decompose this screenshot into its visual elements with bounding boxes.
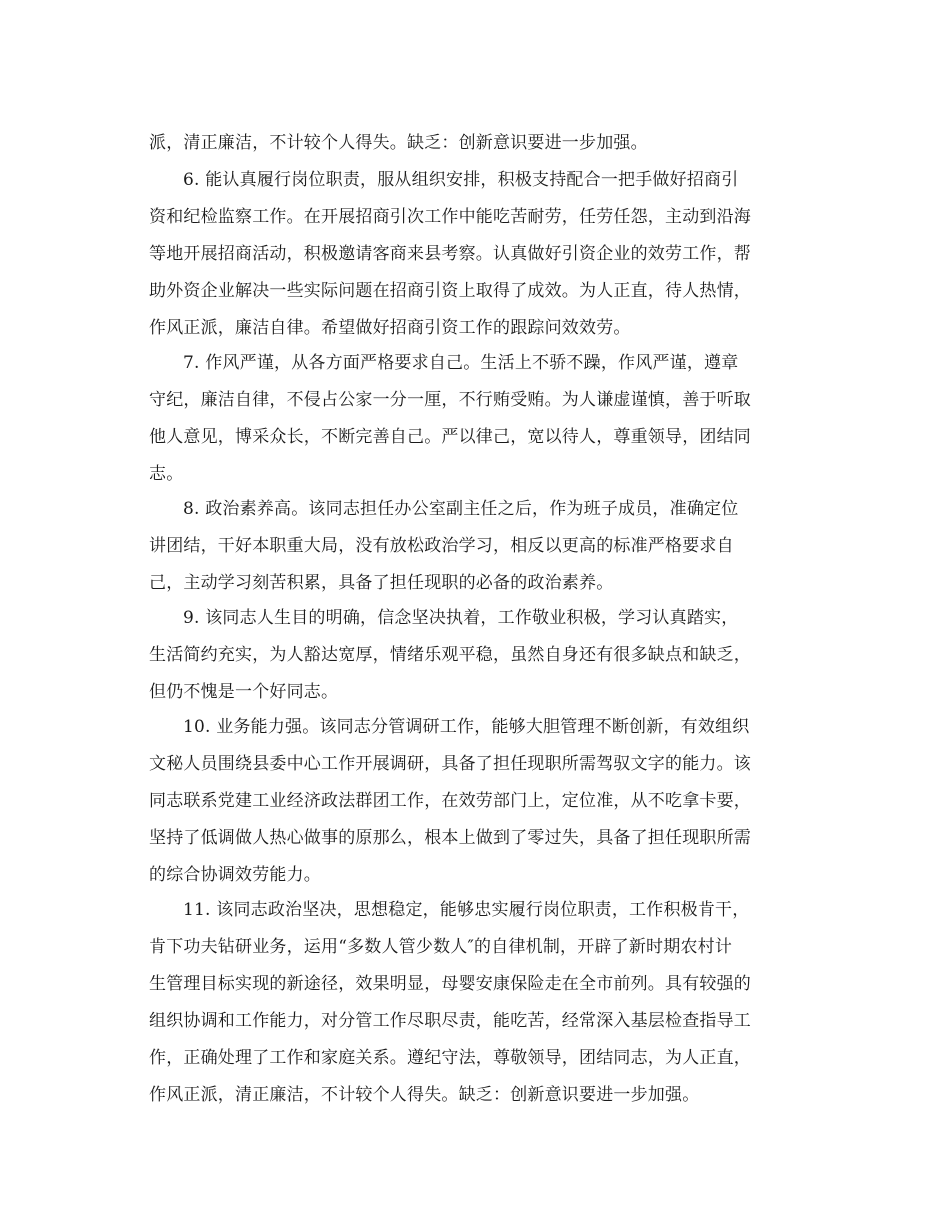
paragraph-line: 9. 该同志人生目的明确，信念坚决执着，工作敬业积极，学习认真踏实， xyxy=(183,608,739,628)
paragraph-line: 己，主动学习刻苦积累，具备了担任现职的必备的政治素养。 xyxy=(149,573,614,593)
paragraph-line: 6. 能认真履行岗位职责，服从组织安排，积极支持配合一把手做好招商引 xyxy=(183,170,739,190)
paragraph-line: 他人意见，博采众长，不断完善自己。严以律己，宽以待人，尊重领导，团结同 xyxy=(149,427,751,447)
paragraph-line: 10. 业务能力强。该同志分管调研工作，能够大胆管理不断创新，有效组织 xyxy=(183,717,750,737)
paragraph-line: 守纪，廉洁自律，不侵占公家一分一厘，不行贿受贿。为人谦虚谨慎，善于听取 xyxy=(149,390,751,410)
paragraph-line: 8. 政治素养高。该同志担任办公室副主任之后，作为班子成员，准确定位 xyxy=(183,499,739,519)
paragraph-line: 但仍不愧是一个好同志。 xyxy=(149,682,339,702)
paragraph-line: 资和纪检监察工作。在开展招商引次工作中能吃苦耐劳，任劳任怨，主动到沿海 xyxy=(149,207,751,227)
paragraph-line: 的综合协调效劳能力。 xyxy=(149,865,321,885)
paragraph-line: 坚持了低调做人热心做事的原那么，根本上做到了零过失，具备了担任现职所需 xyxy=(149,828,751,848)
paragraph-line: 11. 该同志政治坚决，思想稳定，能够忠实履行岗位职责，工作积极肯干， xyxy=(183,900,750,920)
paragraph-line: 生管理目标实现的新途径，效果明显，母婴安康保险走在全市前列。具有较强的 xyxy=(149,974,751,994)
paragraph-line: 志。 xyxy=(149,464,184,484)
paragraph-line: 组织协调和工作能力，对分管工作尽职尽责，能吃苦，经常深入基层检查指导工 xyxy=(149,1011,751,1031)
paragraph-line: 作风正派，清正廉洁，不计较个人得失。缺乏：创新意识要进一步加强。 xyxy=(149,1085,700,1105)
paragraph-line: 同志联系党建工业经济政法群团工作，在效劳部门上，定位准，从不吃拿卡要， xyxy=(149,791,751,811)
paragraph-line: 助外资企业解决一些实际问题在招商引资上取得了成效。为人正直，待人热情， xyxy=(149,281,751,301)
paragraph-line: 派，清正廉洁，不计较个人得失。缺乏：创新意识要进一步加强。 xyxy=(149,133,648,153)
paragraph-line: 文秘人员围绕县委中心工作开展调研，具备了担任现职所需驾驭文字的能力。该 xyxy=(149,754,751,774)
paragraph-line: 肯下功夫钻研业务，运用“多数人管少数人″的自律机制，开辟了新时期农村计 xyxy=(149,937,733,957)
paragraph-line: 讲团结，干好本职重大局，没有放松政治学习，相反以更高的标准严格要求自 xyxy=(149,536,734,556)
paragraph-line: 生活简约充实，为人豁达宽厚，情绪乐观平稳，虽然自身还有很多缺点和缺乏， xyxy=(149,645,751,665)
paragraph-line: 等地开展招商活动，积极邀请客商来县考察。认真做好引资企业的效劳工作，帮 xyxy=(149,244,751,264)
paragraph-line: 作，正确处理了工作和家庭关系。遵纪守法，尊敬领导，团结同志，为人正直， xyxy=(149,1048,751,1068)
paragraph-line: 作风正派，廉洁自律。希望做好招商引资工作的跟踪问效效劳。 xyxy=(149,318,631,338)
paragraph-line: 7. 作风严谨，从各方面严格要求自己。生活上不骄不躁，作风严谨，遵章 xyxy=(183,353,739,373)
